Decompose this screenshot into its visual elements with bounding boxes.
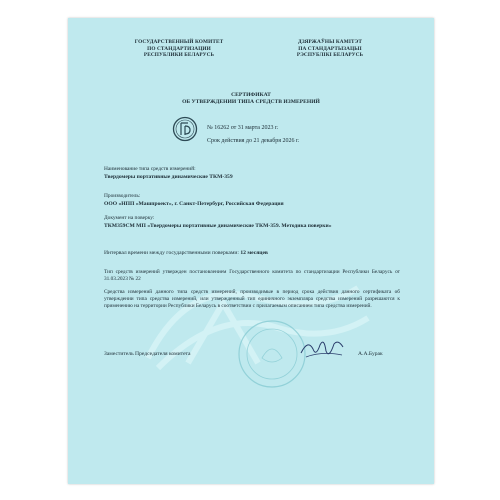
certificate-number: № 16262 от 31 марта 2023 г.: [207, 125, 279, 131]
certificate-validity: Срок действия до 21 декабря 2026 г.: [207, 138, 300, 144]
gosstandart-emblem-icon: [172, 116, 198, 142]
interval-label: Интервал времени между государственными поверками:: [104, 250, 239, 256]
verification-doc-label: Документ на поверку:: [104, 215, 155, 221]
type-value: Твердомеры портативные динамические ТКМ-359: [104, 174, 233, 180]
interval-line: [104, 250, 268, 257]
type-label: Наименование типа средств измерений:: [104, 166, 196, 172]
header-left-line: РЕСПУБЛИКИ БЕЛАРУСЬ: [143, 52, 215, 59]
certificate-subtitle: ОБ УТВЕРЖДЕНИИ ТИПА СРЕДСТВ ИЗМЕРЕНИЙ: [182, 99, 320, 105]
verification-doc-value: ТКМ359СМ МП «Твердомеры портативные динамические ТКМ-359. Методика поверки»: [104, 223, 332, 229]
header-right: [268, 39, 392, 59]
manufacturer-value: ООО «НПП «Машпроект», г. Санкт-Петербург, Российская Федерация: [104, 201, 284, 207]
header-left-line: ГОСУДАРСТВЕННЫЙ КОМИТЕТ: [134, 39, 224, 45]
certificate-title-block: [68, 92, 434, 106]
interval-value: 12 месяцев: [240, 250, 268, 256]
header-right-line: ДЗЯРЖАЎНЫ КАМІТЭТ: [298, 39, 362, 45]
header-left-line: ПО СТАНДАРТИЗАЦИИ: [147, 45, 211, 52]
handwritten-signature: [298, 335, 346, 361]
header-left: [118, 39, 240, 59]
certificate-page: [68, 18, 434, 484]
signer-name: А.А.Бурак: [358, 351, 383, 357]
header-right-line: ПА СТАНДАРТЫЗАЦЫІ: [298, 45, 362, 52]
manufacturer-label: Производитель:: [104, 193, 141, 199]
signer-position: Заместитель Председателя комитета: [104, 351, 191, 357]
certificate-title: СЕРТИФИКАТ: [231, 92, 271, 98]
approval-paragraph: Тип средств измерений утвержден постановлением Государственного комитета по стандартизации Республики Беларусь от 31.03.2023 № 22: [104, 269, 400, 283]
header-right-line: РЭСПУБЛІКІ БЕЛАРУСЬ: [296, 52, 364, 59]
usage-paragraph: Средства измерений данного типа средств измерений, производимые в период срока действия данного сертификата об утверждении типа средства измерений, или утвержденный тип единичного экземпляра средства измерений разрешаются к применению на территории Республики Беларусь в соответствии с прилагаемым описанием типа средства измерений.: [104, 289, 400, 310]
